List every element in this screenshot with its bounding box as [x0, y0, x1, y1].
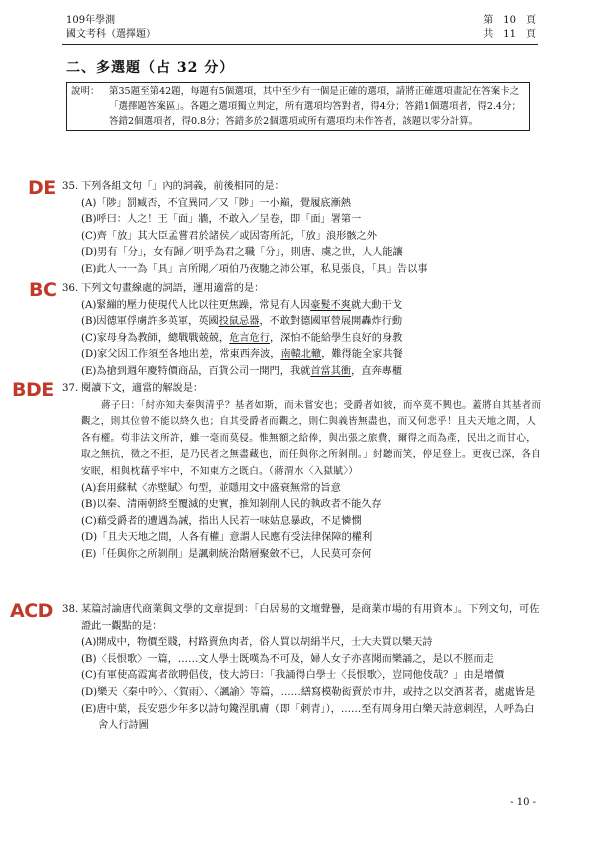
- instructions-label: 說明：: [71, 86, 100, 97]
- page-label: 第 10 頁: [483, 15, 536, 26]
- option-d: (D)「且夫天地之間，人各有權」意謂人民應有受法律保障的權利: [81, 532, 373, 544]
- option-c: [81, 331, 542, 348]
- handwritten-answer-q37: BDE: [12, 379, 54, 401]
- option-a: (A)「陟」罰臧否，不宜異同／又「陟」一小巔，覺履底漸熱: [81, 197, 351, 209]
- underlined-phrase: 危言危行: [229, 332, 270, 344]
- instructions-box: [66, 82, 530, 131]
- question-stem: 閱讀下文，適當的解說是：: [81, 383, 204, 394]
- question-37: [62, 381, 542, 564]
- option-b: (B)呼曰：人之！王「面」牆，不敢入／呈卷，即「面」署第一: [81, 214, 362, 226]
- question-36: [62, 281, 542, 381]
- option-a: (A)套用蘇軾〈赤壁賦〉句型，並隱用文中盛衰無常的旨意: [81, 482, 341, 494]
- question-stem: 下列各組文句「」內的詞義，前後相同的是：: [81, 181, 285, 192]
- option-a: (A)開成中，物價至賤，村路賣魚肉者，俗人買以胡絹半尺，士大夫買以樂天詩: [81, 637, 433, 649]
- option-b: (B)〈長恨歌〉一篇，……文人學士既嘆為不可及，婦人女子亦喜聞而樂誦之，是以不脛而走: [81, 653, 494, 665]
- option-d: (D)樂天〈秦中吟〉、〈賀雨〉、〈諷諭〉等篇，……繕寫模勒衒賣於市井，或持之以交酒茗者，處處皆是: [81, 686, 536, 698]
- underlined-phrase: 首當其衝: [310, 365, 352, 377]
- question-stem: 下列文句畫線處的詞語，運用適當的是：: [81, 283, 265, 294]
- option-e: (E)唐中葉，長安惡少年多以詩句鑱涅肌膚（即「刺青」），……至有周身用白樂天詩意刺涅，人呼為白舍人行詩圖: [81, 703, 535, 732]
- option-text: (A)緊繃的壓力使現代人比以往更焦躁，常見有人因: [81, 299, 311, 311]
- page-number: - 10 -: [510, 797, 536, 808]
- underlined-phrase: 南轅北轍: [280, 349, 322, 361]
- option-text: ，難得能全家共餐: [321, 349, 403, 361]
- total-label: 共 11 頁: [483, 29, 536, 40]
- question-35: [62, 179, 542, 279]
- underlined-phrase: 投鼠忌器: [218, 316, 260, 328]
- option-text: ，直奔專櫃: [351, 365, 403, 377]
- option-c: (C)藉受爵者的遭遇為誡，指出人民若一味姑息暴政，不足憐憫: [81, 515, 362, 527]
- option-b: (B)以秦、清兩朝終至覆滅的史實，推知剝削人民的執政者不能久存: [81, 499, 382, 511]
- exam-title: 109年學測: [66, 15, 116, 26]
- handwritten-answer-q36: BC: [29, 279, 57, 301]
- option-a: [81, 298, 542, 315]
- option-e: (E)此人一一為「具」言所聞／項伯乃夜馳之沛公軍，私見張良，「具」告以事: [81, 263, 428, 275]
- subject-title: 國文考科（選擇題）: [66, 29, 156, 40]
- question-38: [62, 602, 542, 735]
- instructions-text: 第35題至第42題，每題有5個選項，其中至少有一個是正確的選項，請將正確選項畫記在答案卡之「選擇題答案區」。各題之選項獨立判定，所有選項均答對者，得4分；答錯1個選項者，得2.4分；答錯2個選項者，得0.8分；答錯多於2個選項或所有選項均未作答者，該題以零分計算。: [109, 86, 521, 127]
- header-left: [66, 14, 156, 42]
- question-number: 36.: [62, 283, 79, 294]
- option-text: (D)家父因工作須至各地出差，常東西奔波，: [81, 349, 281, 361]
- option-text: (C)家母身為教師，總戰戰兢兢，: [81, 332, 230, 344]
- option-e: [81, 364, 542, 381]
- option-b: [81, 314, 542, 331]
- question-number: 37.: [62, 383, 79, 394]
- option-text: ，不敢對德國軍營展開轟炸行動: [259, 316, 403, 328]
- option-text: (E)為搶到週年慶特價商品，百貨公司一開門，我就: [81, 365, 311, 377]
- underlined-phrase: 豪髮不爽: [310, 299, 351, 311]
- option-text: 就大動干戈: [351, 299, 402, 311]
- option-c: (C)有軍使高霞寓者欲聘倡伎，伎大誇曰：「我誦得白學士〈長恨歌〉，豈同他伎哉？」由是增價: [81, 670, 505, 682]
- option-d: (D)男有「分」，女有歸／明乎為君之職「分」，則唐、虞之世，人人能讓: [81, 247, 403, 259]
- question-number: 38.: [62, 604, 79, 615]
- handwritten-answer-q38: ACD: [10, 600, 53, 622]
- header-divider: [62, 44, 538, 45]
- option-text: ，深怕不能給學生良好的身教: [269, 332, 403, 344]
- handwritten-answer-q35: DE: [28, 177, 56, 199]
- option-text: (B)因德軍俘虜許多英軍，英國: [81, 316, 219, 328]
- header-right: [483, 14, 536, 42]
- reading-passage: 蔣子曰：「紂亦知夫秦與清乎？基者如斯，而未嘗安也；受爵者如彼，而卒莫不興也。蓋將自其基者而觀之，則其位曾不能以終久也；自其受爵者而觀之，則仁與義皆無盡也，而又何悲乎！且夫天地之間，人各有權。苟非法文所許，雖一毫而莫侵。惟無額之給俸，與出張之旅費，爾得之而為產，民出之而甘心，取之無抗，徵之不拒，是乃民者之無盡藏也，而任與你之所剝削。」紂聽而笑，停足登上。更夜已深，各自安眠，相與枕藉乎牢中，不知東方之既白。（蔣渭水〈入獄賦〉）: [81, 399, 542, 477]
- section-title: 二、多選題（占 32 分）: [66, 60, 235, 76]
- option-c: (C)齊「放」其大臣孟嘗君於諸侯／或因寄所託，「放」浪形骸之外: [81, 230, 377, 242]
- question-stem: 某篇討論唐代商業與文學的文章提到：「白居易的文壇聲譽，是商業市場的有用資本」。下列文句，可佐證此一觀點的是：: [81, 604, 540, 632]
- option-e: (E)「任與你之所剝削」是諷刺統治階層聚斂不已，人民莫可奈何: [81, 548, 372, 560]
- option-d: [81, 347, 542, 364]
- question-number: 35.: [62, 181, 79, 192]
